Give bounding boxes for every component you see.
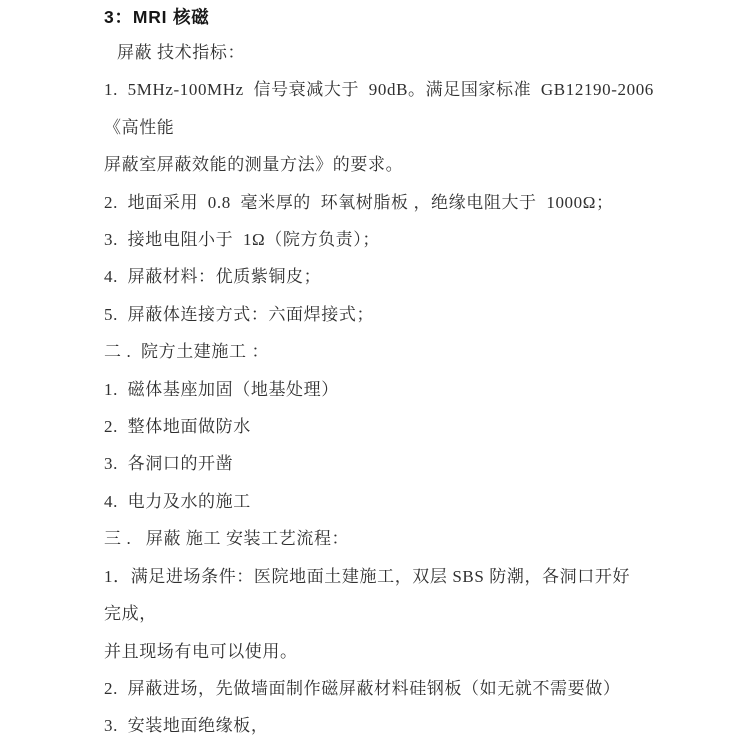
document-page [104,1,710,745]
doc-line-civil-2: 2. 整体地面做防水 [104,417,251,437]
doc-line-process-1-wrap-b: 并且现场有电可以使用。 [104,641,298,661]
doc-line-process-3: 3. 安装地面绝缘板， [104,716,269,736]
doc-line-spec-1: 1. 5MHz-100MHz 信号衰减大于 90dB。满足国家标准 GB12190-2006 [104,80,654,100]
section-3-title: 三 . 屏蔽 施工 安装工艺流程： [104,529,350,549]
doc-line-process-1: 1．满足进场条件：医院地面土建施工，双层 SBS 防潮，各洞口开好 [104,566,631,586]
doc-line-spec-1-wrap-b: 屏蔽室屏蔽效能的测量方法》的要求。 [104,155,404,175]
doc-line-process-1-wrap-a: 完成， [104,604,157,624]
doc-line-spec-1-wrap-a: 《高性能 [104,117,175,137]
doc-line-civil-1: 1. 磁体基座加固（地基处理） [104,379,339,399]
section-subtitle: 屏蔽 技术指标： [117,43,246,62]
section-2-title: 二 . 院方土建施工 ： [104,342,270,362]
doc-line-civil-4: 4. 电力及水的施工 [104,491,251,511]
doc-line-spec-3: 3. 接地电阻小于 1Ω（院方负责）； [104,230,380,250]
doc-line-process-2: 2. 屏蔽进场，先做墙面制作磁屏蔽材料硅钢板（如无就不需要做） [104,678,621,698]
doc-line-civil-3: 3. 各洞口的开凿 [104,454,234,474]
document-heading: 3：MRI 核磁 [104,7,210,27]
doc-line-spec-4: 4. 屏蔽材料：优质紫铜皮； [104,267,322,287]
doc-line-spec-5: 5. 屏蔽体连接方式：六面焊接式； [104,304,375,324]
doc-line-spec-2: 2. 地面采用 0.8 毫米厚的 环氧树脂板 ，绝缘电阻大于 1000Ω； [104,192,614,212]
